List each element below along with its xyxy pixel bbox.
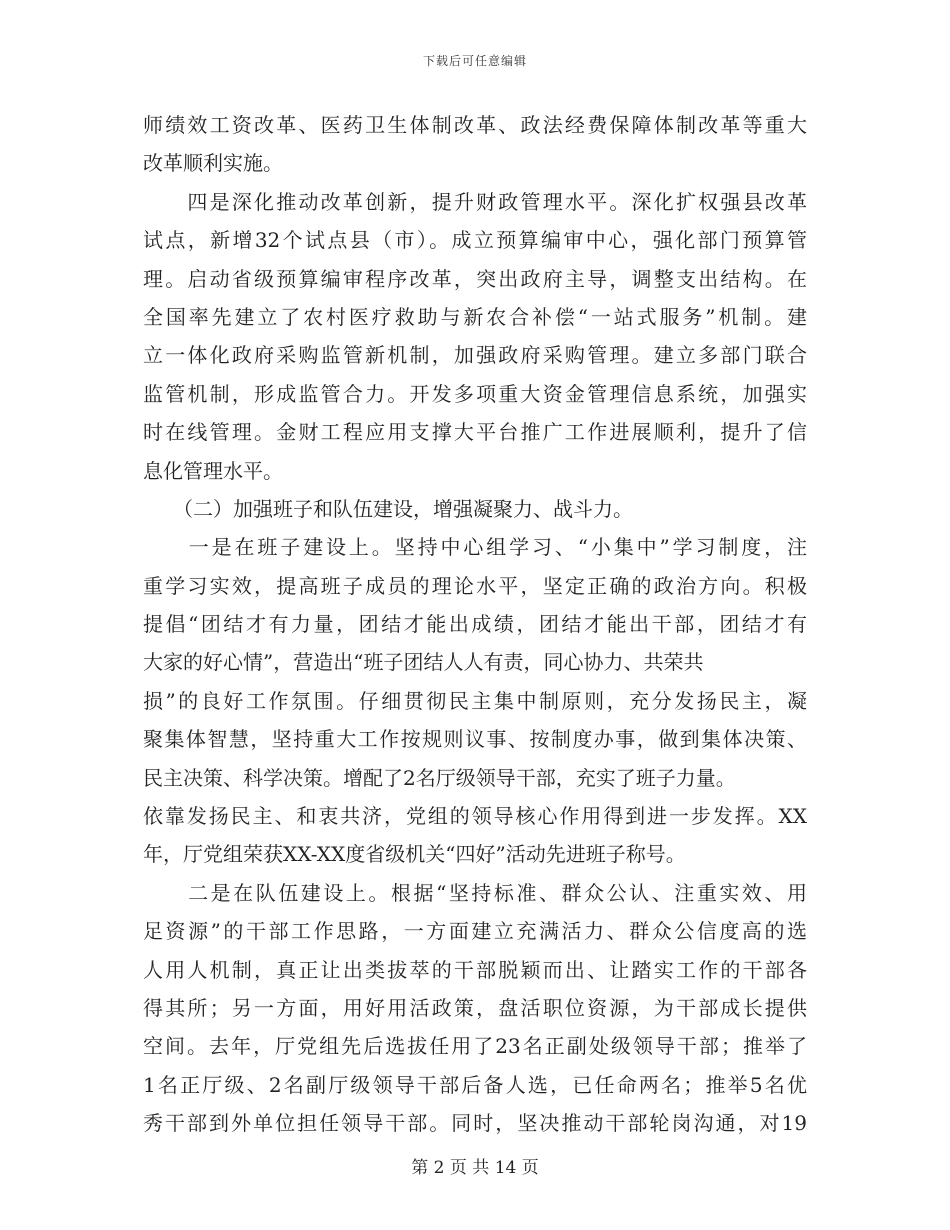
text-line: 二是在队伍建设上。根据“坚持标准、群众公认、注重实效、用 (143, 880, 807, 905)
text-line: 损”的良好工作氛围。仔细贯彻民主集中制原则，充分发扬民主，凝 (143, 688, 807, 713)
text-line: 大家的好心情”，营造出“班子团结人人有责，同心协力、共荣共 (143, 650, 704, 675)
page-number-footer: 第 2 页 共 14 页 (411, 1158, 539, 1178)
text-line: 理。启动省级预算编审程序改革，突出政府主导，调整支出结构。在 (143, 266, 807, 291)
text-line: 足资源”的干部工作思路，一方面建立充满活力、群众公信度高的选 (143, 919, 807, 944)
text-line: 师绩效工资改革、医药卫生体制改革、政法经费保障体制改革等重大 (143, 113, 807, 137)
text-line: 立一体化政府采购监管新机制，加强政府采购管理。建立多部门联合 (143, 343, 807, 368)
text-line: 年，厅党组荣获XX-XX度省级机关“四好”活动先进班子称号。 (143, 842, 686, 867)
text-line: 监管机制，形成监管合力。开发多项重大资金管理信息系统，加强实 (143, 381, 807, 406)
text-line: 1名正厅级、2名副厅级领导干部后备人选，已任命两名；推举5名优 (143, 1072, 807, 1097)
text-line: 聚集体智慧，坚持重大工作按规则议事、按制度办事，做到集体决策、 (143, 727, 807, 752)
document-body (143, 106, 807, 1143)
text-line: 试点，新增32个试点县（市）。成立预算编审中心，强化部门预算管 (143, 228, 807, 253)
text-line: 得其所；另一方面，用好用活政策，盘活职位资源，为干部成长提供 (143, 995, 807, 1020)
text-line: （二）加强班子和队伍建设，增强凝聚力、战斗力。 (143, 496, 633, 521)
text-line: 改革顺利实施。 (143, 151, 283, 176)
text-line: 一是在班子建设上。坚持中心组学习、“小集中”学习制度，注 (143, 535, 807, 560)
text-line: 民主决策、科学决策。增配了2名厅级领导干部，充实了班子力量。 (143, 765, 736, 790)
text-line: 人用人机制，真正让出类拔萃的干部脱颖而出、让踏实工作的干部各 (143, 957, 807, 982)
text-line: 依靠发扬民主、和衷共济，党组的领导核心作用得到进一步发挥。XX (143, 804, 807, 829)
text-line: 秀干部到外单位担任领导干部。同时，坚决推动干部轮岗沟通，对19 (143, 1111, 807, 1136)
text-line: 四是深化推动改革创新，提升财政管理水平。深化扩权强县改革 (143, 189, 807, 214)
text-line: 重学习实效，提高班子成员的理论水平，坚定正确的政治方向。积极 (143, 573, 807, 598)
page-header: 下载后可任意编辑 (422, 54, 527, 68)
text-line: 时在线管理。金财工程应用支撑大平台推广工作进展顺利，提升了信 (143, 420, 807, 445)
text-line: 全国率先建立了农村医疗救助与新农合补偿“一站式服务”机制。建 (143, 304, 807, 329)
text-line: 息化管理水平。 (143, 458, 283, 483)
text-line: 空间。去年，厅党组先后选拔任用了23名正副处级领导干部；推举了 (143, 1034, 807, 1059)
text-line: 提倡“团结才有力量，团结才能出成绩，团结才能出干部，团结才有 (143, 612, 807, 637)
